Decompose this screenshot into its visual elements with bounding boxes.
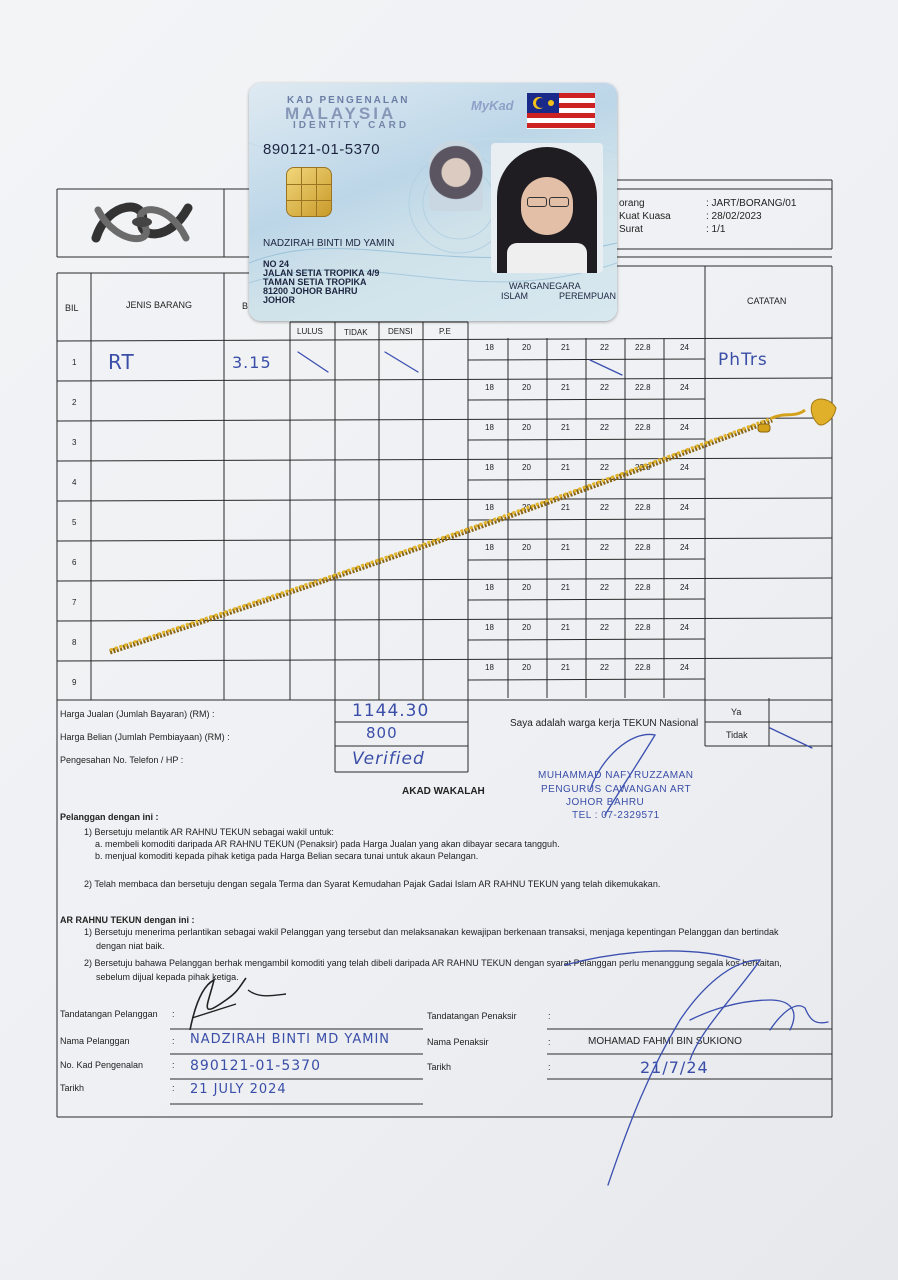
telefon-value: Verified bbox=[352, 749, 425, 769]
karat-label: 21 bbox=[561, 543, 570, 552]
karat-label: 24 bbox=[680, 543, 689, 552]
staff-ya: Ya bbox=[731, 707, 742, 717]
pelanggan-heading: Pelanggan dengan ini : bbox=[60, 812, 159, 822]
karat-label: 21 bbox=[561, 583, 570, 592]
ref-value-1: : 28/02/2023 bbox=[706, 211, 762, 222]
tarikh2-label: Tarikh bbox=[427, 1062, 452, 1072]
akad-wakalah: AKAD WAKALAH bbox=[402, 786, 485, 797]
no-kad-value: 890121-01-5370 bbox=[190, 1058, 321, 1074]
stamp-line-3: JOHOR BAHRU bbox=[566, 797, 645, 808]
karat-label: 20 bbox=[522, 503, 531, 512]
arrahnu-p1: 1) Bersetuju menerima perlantikan sebagai wakil Pelanggan yang tersebut dan melaksanakan kewajipan berkenaan transaksi, menjaga kepentingan Pelanggan dan bertindak bbox=[84, 927, 779, 937]
card-address-4: 81200 JOHOR BAHRU bbox=[263, 286, 358, 296]
card-title-2: MALAYSIA bbox=[285, 104, 397, 123]
karat-label: 21 bbox=[561, 623, 570, 632]
card-brand: MyKad bbox=[471, 98, 514, 113]
tandatangan-penaksir-label: Tandatangan Penaksir bbox=[427, 1011, 517, 1021]
card-ghost-photo bbox=[429, 141, 483, 211]
karat-label: 22 bbox=[600, 383, 609, 392]
card-religion: ISLAM bbox=[501, 291, 529, 301]
arrahnu-p1b: dengan niat baik. bbox=[96, 941, 165, 951]
row-number: 5 bbox=[72, 518, 77, 527]
ref-label-0: orang bbox=[619, 198, 645, 209]
tarikh-label: Tarikh bbox=[60, 1083, 85, 1093]
karat-label: 18 bbox=[485, 423, 494, 432]
karat-label: 21 bbox=[561, 423, 570, 432]
row-number: 1 bbox=[72, 358, 77, 367]
row-number: 4 bbox=[72, 478, 77, 487]
row1-jenis-barang: RT bbox=[108, 350, 135, 374]
card-address-2: JALAN SETIA TROPIKA 4/9 bbox=[263, 268, 380, 278]
karat-label: 24 bbox=[680, 623, 689, 632]
telefon-label: Pengesahan No. Telefon / HP : bbox=[60, 755, 184, 765]
pelanggan-p1b: b. menjual komoditi kepada pihak ketiga pada Harga Belian secara tunai untuk akaun Pelangan. bbox=[95, 851, 479, 861]
karat-label: 22 bbox=[600, 463, 609, 472]
karat-label: 20 bbox=[522, 343, 531, 352]
card-chip-icon bbox=[286, 167, 332, 217]
karat-label: 18 bbox=[485, 383, 494, 392]
karat-label: 22.8 bbox=[635, 623, 651, 632]
harga-jualan-value: 1144.30 bbox=[352, 701, 430, 721]
col-tidak: TIDAK bbox=[344, 328, 368, 337]
pelanggan-p1: 1) Bersetuju melantik AR RAHNU TEKUN sebagai wakil untuk: bbox=[84, 827, 334, 837]
karat-label: 18 bbox=[485, 343, 494, 352]
staff-tidak: Tidak bbox=[726, 730, 748, 740]
pelanggan-p1a: a. membeli komoditi daripada AR RAHNU TEKUN (Penaksir) pada Harga Jualan yang akan dibayar secara tangguh. bbox=[95, 839, 560, 849]
karat-label: 18 bbox=[485, 663, 494, 672]
ref-value-2: : 1/1 bbox=[706, 224, 726, 235]
card-address-5: JOHOR bbox=[263, 295, 296, 305]
harga-jualan-label: Harga Jualan (Jumlah Bayaran) (RM) : bbox=[60, 709, 215, 719]
karat-label: 20 bbox=[522, 623, 531, 632]
karat-label: 24 bbox=[680, 583, 689, 592]
row-number: 8 bbox=[72, 638, 77, 647]
card-address-3: TAMAN SETIA TROPIKA bbox=[263, 277, 367, 287]
card-title-1: KAD PENGENALAN bbox=[287, 95, 410, 106]
karat-label: 18 bbox=[485, 503, 494, 512]
karat-label: 24 bbox=[680, 343, 689, 352]
col-bil: BIL bbox=[65, 303, 79, 313]
karat-label: 24 bbox=[680, 463, 689, 472]
row-number: 2 bbox=[72, 398, 77, 407]
col-jenis-barang: JENIS BARANG bbox=[126, 300, 193, 310]
colon: : bbox=[548, 1011, 551, 1021]
karat-label: 18 bbox=[485, 543, 494, 552]
card-gender: PEREMPUAN bbox=[559, 291, 617, 301]
karat-label: 22.8 bbox=[635, 543, 651, 552]
karat-label: 22 bbox=[600, 623, 609, 632]
ref-value-0: : JART/BORANG/01 bbox=[706, 198, 797, 209]
nama-pelanggan-label: Nama Pelanggan bbox=[60, 1036, 130, 1046]
karat-label: 22 bbox=[600, 583, 609, 592]
row-number: 7 bbox=[72, 598, 77, 607]
tarikh2-value: 21/7/24 bbox=[640, 1058, 709, 1077]
pelanggan-p2: 2) Telah membaca dan bersetuju dengan segala Terma dan Syarat Kemudahan Pajak Gadai Islam AR RAHNU TEKUN yang telah dikemukakan. bbox=[84, 879, 661, 889]
colon: : bbox=[172, 1036, 175, 1046]
karat-label: 22 bbox=[600, 503, 609, 512]
karat-label: 20 bbox=[522, 583, 531, 592]
harga-belian-value: 800 bbox=[366, 724, 398, 742]
identity-card bbox=[249, 83, 617, 321]
col-b-fragment: B bbox=[242, 301, 249, 311]
stamp-line-1: MUHAMMAD NAFYRUZZAMAN bbox=[538, 770, 694, 781]
card-name: NADZIRAH BINTI MD YAMIN bbox=[263, 238, 395, 249]
row1-berat: 3.15 bbox=[232, 353, 272, 372]
col-catatan: CATATAN bbox=[747, 296, 787, 306]
nama-penaksir-label: Nama Penaksir bbox=[427, 1037, 489, 1047]
karat-label: 22.8 bbox=[635, 663, 651, 672]
col-pe: P.E bbox=[439, 327, 451, 336]
karat-label: 21 bbox=[561, 343, 570, 352]
karat-label: 18 bbox=[485, 623, 494, 632]
nama-penaksir-value: MOHAMAD FAHMI BIN SUKIONO bbox=[588, 1036, 742, 1047]
karat-label: 22 bbox=[600, 543, 609, 552]
karat-label: 22 bbox=[600, 343, 609, 352]
karat-label: 21 bbox=[561, 383, 570, 392]
karat-label: 22 bbox=[600, 663, 609, 672]
row-number: 6 bbox=[72, 558, 77, 567]
no-kad-label: No. Kad Pengenalan bbox=[60, 1060, 144, 1070]
ref-label-1: Kuat Kuasa bbox=[619, 211, 671, 222]
staff-question: Saya adalah warga kerja TEKUN Nasional bbox=[510, 718, 699, 729]
malaysia-flag-icon bbox=[527, 91, 599, 133]
karat-label: 22.8 bbox=[635, 503, 651, 512]
karat-label: 18 bbox=[485, 463, 494, 472]
karat-label: 24 bbox=[680, 663, 689, 672]
karat-label: 22 bbox=[600, 423, 609, 432]
colon: : bbox=[172, 1083, 175, 1093]
colon: : bbox=[172, 1009, 175, 1019]
colon: : bbox=[172, 1060, 175, 1070]
row1-catatan: PhTrs bbox=[718, 350, 768, 370]
card-ic-number: 890121-01-5370 bbox=[263, 141, 381, 158]
karat-label: 21 bbox=[561, 663, 570, 672]
stamp-line-2: PENGURUS CAWANGAN ART bbox=[541, 784, 692, 795]
karat-label: 20 bbox=[522, 663, 531, 672]
arrahnu-p2b: sebelum dijual kepada pihak ketiga. bbox=[96, 972, 239, 982]
karat-label: 24 bbox=[680, 423, 689, 432]
col-densi: DENSI bbox=[388, 327, 413, 336]
karat-label: 24 bbox=[680, 383, 689, 392]
karat-label: 18 bbox=[485, 583, 494, 592]
karat-label: 20 bbox=[522, 383, 531, 392]
harga-belian-label: Harga Belian (Jumlah Pembiayaan) (RM) : bbox=[60, 732, 230, 742]
card-title-3: IDENTITY CARD bbox=[293, 120, 410, 131]
karat-label: 21 bbox=[561, 463, 570, 472]
colon: : bbox=[548, 1037, 551, 1047]
arrahnu-p2: 2) Bersetuju bahawa Pelanggan berhak mengambil komoditi yang telah dibeli daripada AR RAHNU TEKUN dengan syarat Pelanggan perlu menanggung segala kos berkaitan, bbox=[84, 958, 782, 968]
tarikh-value: 21 JULY 2024 bbox=[190, 1082, 287, 1097]
karat-label: 20 bbox=[522, 423, 531, 432]
stamp-line-4: TEL : 07-2329571 bbox=[572, 810, 660, 821]
karat-label: 22.8 bbox=[635, 463, 651, 472]
nama-pelanggan-value: NADZIRAH BINTI MD YAMIN bbox=[190, 1032, 391, 1047]
karat-label: 20 bbox=[522, 543, 531, 552]
karat-label: 22.8 bbox=[635, 423, 651, 432]
col-lulus: LULUS bbox=[297, 327, 323, 336]
karat-label: 24 bbox=[680, 503, 689, 512]
card-photo bbox=[491, 143, 603, 273]
karat-label: 22.8 bbox=[635, 383, 651, 392]
karat-label: 20 bbox=[522, 463, 531, 472]
karat-label: 22.8 bbox=[635, 343, 651, 352]
arrahnu-heading: AR RAHNU TEKUN dengan ini : bbox=[60, 915, 195, 925]
card-address-1: NO 24 bbox=[263, 259, 290, 269]
colon: : bbox=[548, 1062, 551, 1072]
karat-label: 22.8 bbox=[635, 583, 651, 592]
ref-label-2: Surat bbox=[619, 224, 643, 235]
row-number: 9 bbox=[72, 678, 77, 687]
row-number: 3 bbox=[72, 438, 77, 447]
card-citizen: WARGANEGARA bbox=[509, 281, 581, 291]
karat-label: 21 bbox=[561, 503, 570, 512]
tandatangan-pelanggan-label: Tandatangan Pelanggan bbox=[60, 1009, 158, 1019]
